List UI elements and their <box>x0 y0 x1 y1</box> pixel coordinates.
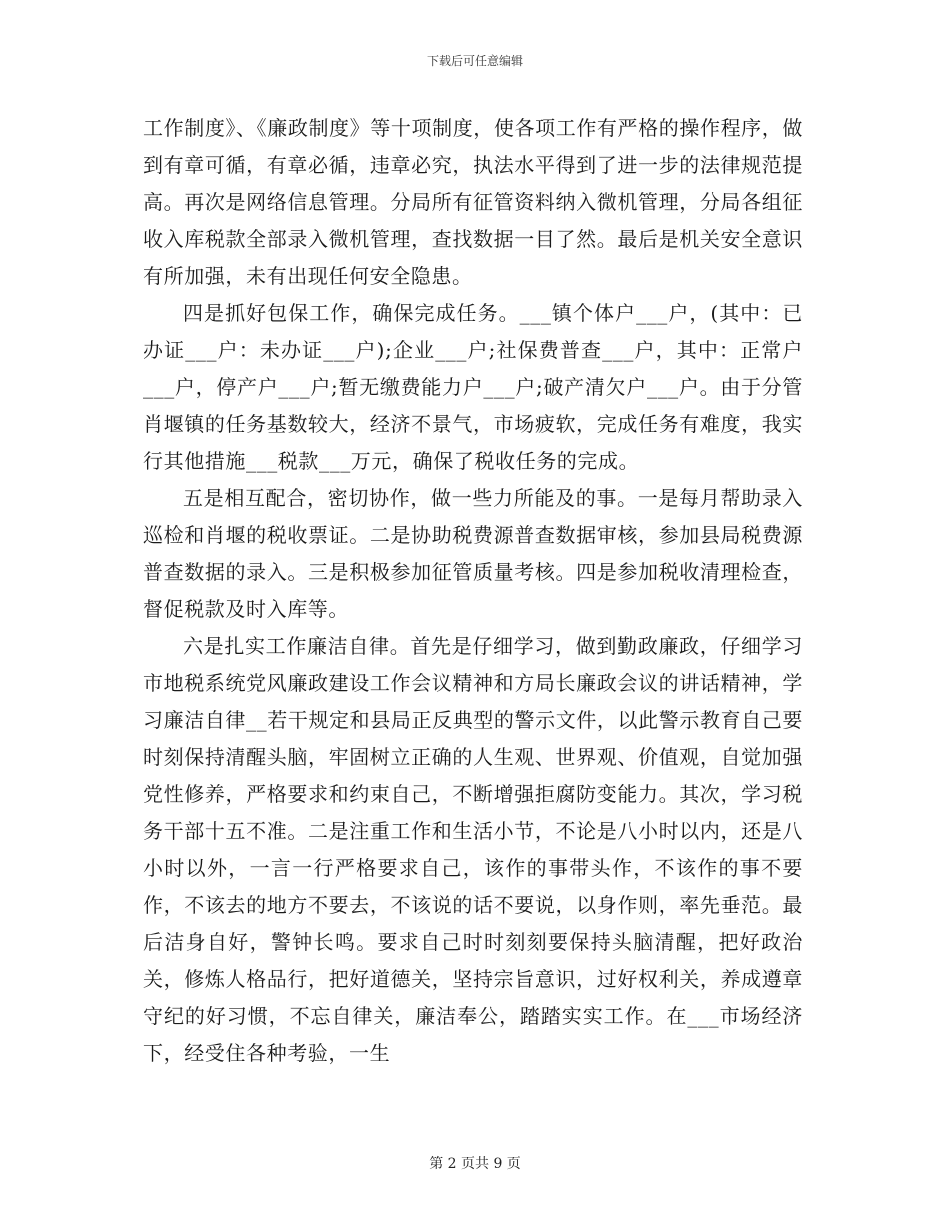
page-footer: 第 2 页共 9 页 <box>429 1156 521 1172</box>
paragraph-section-six: 六是扎实工作廉洁自律。首先是仔细学习，做到勤政廉政，仔细学习市地税系统党风廉政建设工作会议精神和方局长廉政会议的讲话精神，学习廉洁自律__若干规定和县局正反典型的警示文件，以此警示教育自己要时刻保持清醒头脑，牢固树立正确的人生观、世界观、价值观，自觉加强党性修养，严格要求和约束自己，不断增强拒腐防变能力。其次，学习税务干部十五不准。二是注重工作和生活小节，不论是八小时以内，还是八小时以外，一言一行严格要求自己，该作的事带头作，不该作的事不要作，不该去的地方不要去，不该说的话不要说，以身作则，率先垂范。最后洁身自好，警钟长鸣。要求自己时时刻刻要保持头脑清醒，把好政治关，修炼人格品行，把好道德关，坚持宗旨意识，过好权利关，养成遵章守纪的好习惯，不忘自律关，廉洁奉公，踏踏实实工作。在___市场经济下，经受住各种考验，一生 <box>143 634 803 1065</box>
paragraph-section-four: 四是抓好包保工作，确保完成任务。___镇个体户___户，(其中：已办证___户：未办证___户);企业___户;社保费普查___户，其中：正常户___户，停产户___户;暂无缴费能力户___户;破产清欠户___户。由于分管肖堰镇的任务基数较大，经济不景气，市场疲软，完成任务有难度，我实行其他措施___税款___万元，确保了税收任务的完成。 <box>143 301 803 473</box>
paragraph-continued: 工作制度》、《廉政制度》等十项制度，使各项工作有严格的操作程序，做到有章可循，有章必循，违章必究，执法水平得到了进一步的法律规范提高。再次是网络信息管理。分局所有征管资料纳入微机管理，分局各组征收入库税款全部录入微机管理，查找数据一目了然。最后是机关安全意识有所加强，未有出现任何安全隐患。 <box>143 116 803 288</box>
document-body <box>143 110 803 1072</box>
paragraph-section-five: 五是相互配合，密切协作，做一些力所能及的事。一是每月帮助录入巡检和肖堰的税收票证。二是协助税费源普查数据审核，参加县局税费源普查数据的录入。三是积极参加征管质量考核。四是参加税收清理检查，督促税款及时入库等。 <box>143 486 803 621</box>
page-header: 下载后可任意编辑 <box>426 54 523 68</box>
